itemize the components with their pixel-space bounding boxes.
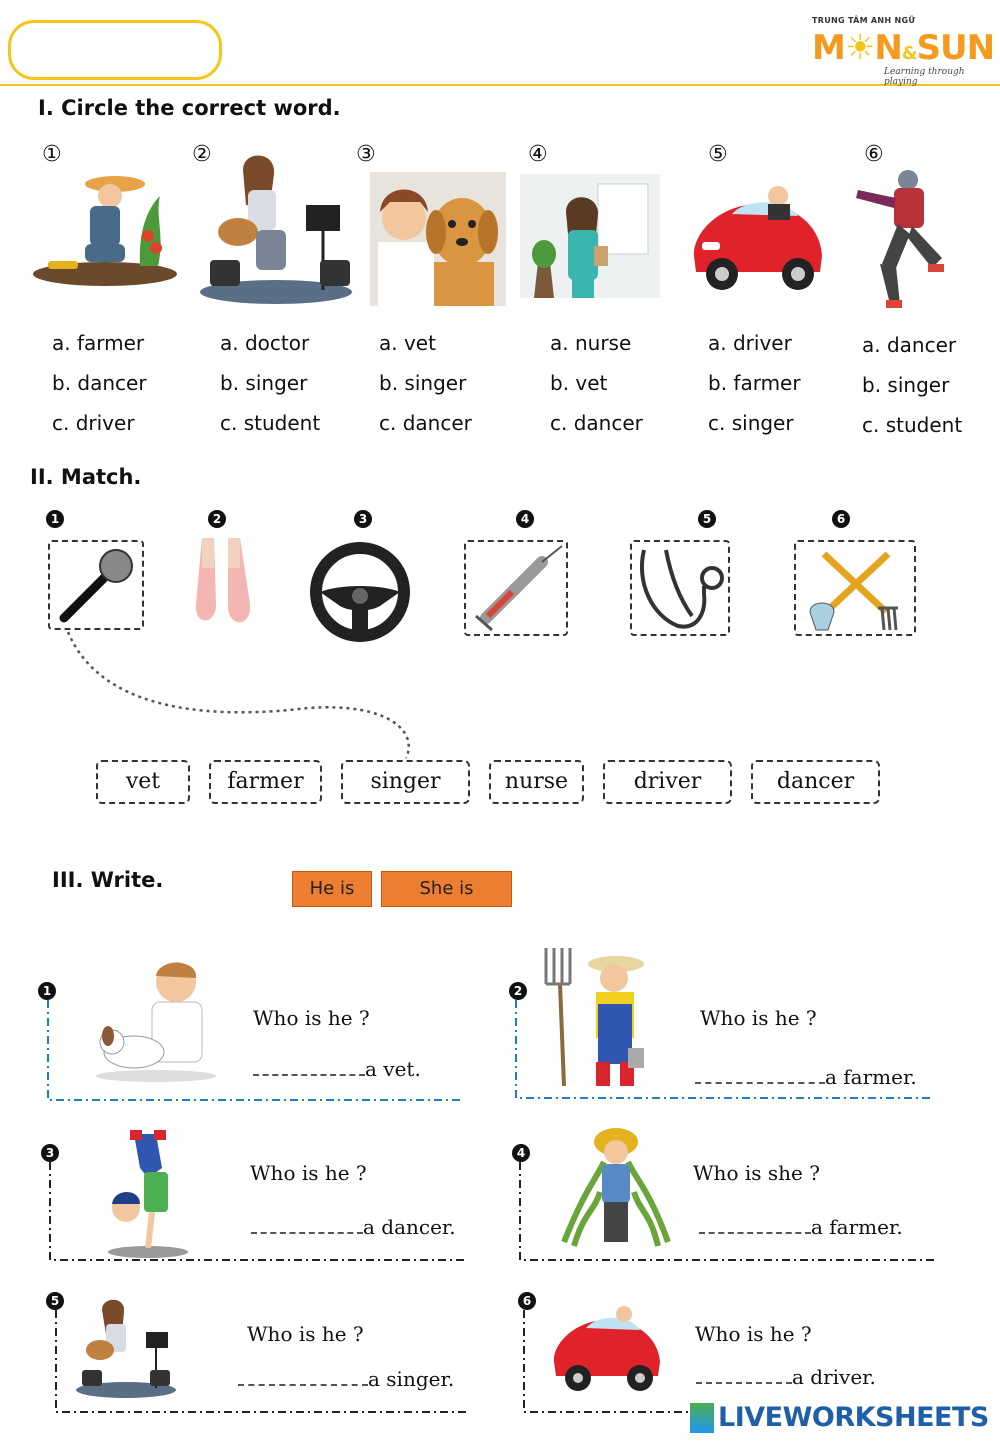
write-question: Who is he ?: [695, 1322, 812, 1346]
answer-blank[interactable]: [696, 1362, 792, 1384]
microphone-card[interactable]: [48, 540, 144, 630]
answer-blank[interactable]: [699, 1212, 811, 1234]
option[interactable]: b. singer: [862, 373, 950, 397]
options-item-2: [220, 323, 320, 443]
name-input-box[interactable]: [8, 20, 222, 80]
option[interactable]: c. student: [220, 411, 321, 435]
answer-blank[interactable]: [253, 1054, 365, 1076]
liveworksheets-watermark: [690, 1402, 989, 1442]
answer-suffix: a farmer.: [811, 1215, 903, 1239]
answer-suffix: a farmer.: [825, 1065, 917, 1089]
option[interactable]: b. singer: [220, 371, 308, 395]
write-answer-line: [695, 1062, 917, 1089]
stethoscope-card[interactable]: [630, 540, 730, 636]
option[interactable]: c. dancer: [550, 411, 643, 435]
syringe-icon: [466, 542, 566, 634]
match-word-dancer[interactable]: dancer: [751, 760, 880, 804]
write-question: Who is he ?: [700, 1006, 817, 1030]
options-item-4: [550, 323, 643, 443]
write-number: 2: [509, 982, 527, 1000]
answer-blank[interactable]: [251, 1212, 363, 1234]
dancer-picture: [852, 168, 952, 312]
answer-suffix: a driver.: [792, 1365, 876, 1389]
vet-with-dog-picture: [94, 956, 218, 1086]
garden-tools-card[interactable]: [794, 540, 916, 636]
write-question: Who is he ?: [247, 1322, 364, 1346]
match-word-driver[interactable]: driver: [603, 760, 732, 804]
option[interactable]: c. student: [862, 413, 963, 437]
match-number: 4: [516, 510, 534, 528]
write-answer-line: [699, 1212, 903, 1239]
option[interactable]: c. dancer: [379, 411, 472, 435]
car-driver-small-picture: [548, 1300, 664, 1396]
ballet-shoes-icon[interactable]: [188, 534, 264, 634]
write-answer-line: [253, 1054, 421, 1081]
write-number: 3: [41, 1144, 59, 1162]
section1-title: I. Circle the correct word.: [38, 96, 341, 120]
singer-small-picture: [74, 1296, 178, 1400]
options-item-6: [862, 325, 962, 445]
microphone-icon: [50, 542, 142, 628]
farmer-woman-picture: [554, 1122, 678, 1250]
match-word-vet[interactable]: vet: [96, 760, 190, 804]
write-number: 6: [518, 1292, 536, 1310]
match-word-nurse[interactable]: nurse: [489, 760, 584, 804]
write-question: Who is he ?: [253, 1006, 370, 1030]
breakdancer-picture: [104, 1128, 190, 1260]
section2-title: II. Match.: [30, 465, 142, 489]
option[interactable]: c. singer: [708, 411, 794, 435]
header-divider: [0, 84, 1000, 86]
answer-blank[interactable]: [695, 1062, 825, 1084]
answer-blank[interactable]: [238, 1364, 368, 1386]
option[interactable]: c. driver: [52, 411, 135, 435]
option[interactable]: a. nurse: [550, 331, 632, 355]
option[interactable]: a. farmer: [52, 331, 145, 355]
options-item-1: [52, 323, 147, 443]
write-answer-line: [238, 1364, 454, 1391]
item-number: ③: [356, 142, 376, 167]
she-is-button[interactable]: She is: [381, 871, 512, 907]
stethoscope-icon: [632, 542, 728, 634]
write-answer-line: [696, 1362, 876, 1389]
match-word-farmer[interactable]: farmer: [209, 760, 322, 804]
match-number: 5: [698, 510, 716, 528]
match-number: 2: [208, 510, 226, 528]
nurse-picture: [520, 174, 660, 298]
item-number: ⑥: [864, 142, 884, 167]
match-connector-line: [60, 628, 420, 768]
syringe-card[interactable]: [464, 540, 568, 636]
option[interactable]: b. singer: [379, 371, 467, 395]
option[interactable]: a. dancer: [862, 333, 957, 357]
write-number: 4: [512, 1144, 530, 1162]
option[interactable]: a. vet: [379, 331, 436, 355]
brand-tagline: Learning through playing: [884, 67, 965, 87]
watermark-text: LIVEWORKSHEETS: [718, 1402, 989, 1433]
vet-picture: [370, 172, 506, 306]
liveworksheets-logo-icon: [690, 1403, 714, 1433]
farmer-picture: [30, 166, 180, 291]
section3-title: III. Write.: [52, 868, 164, 892]
singer-picture: [198, 150, 356, 308]
option[interactable]: b. farmer: [708, 371, 801, 395]
write-question: Who is she ?: [693, 1161, 820, 1185]
farmer-man-picture: [540, 944, 646, 1090]
options-item-3: [379, 323, 472, 443]
answer-suffix: a vet.: [365, 1057, 421, 1081]
steering-wheel-icon[interactable]: [310, 542, 410, 642]
match-number: 3: [354, 510, 372, 528]
option[interactable]: a. doctor: [220, 331, 310, 355]
option[interactable]: b. dancer: [52, 371, 147, 395]
car-driver-picture: [686, 176, 828, 300]
option[interactable]: b. vet: [550, 371, 608, 395]
write-number: 1: [38, 982, 56, 1000]
item-number: ①: [42, 142, 62, 167]
write-number: 5: [46, 1292, 64, 1310]
brand-small-text: TRUNG TÂM ANH NGỮ: [812, 16, 916, 25]
item-number: ④: [528, 142, 548, 167]
options-item-5: [708, 323, 801, 443]
answer-suffix: a dancer.: [363, 1215, 456, 1239]
item-number: ②: [192, 142, 212, 167]
write-question: Who is he ?: [250, 1161, 367, 1185]
option[interactable]: a. driver: [708, 331, 792, 355]
brand-logo: M☀N&SUN: [812, 28, 995, 68]
write-answer-line: [251, 1212, 456, 1239]
match-number: 1: [46, 510, 64, 528]
answer-suffix: a singer.: [368, 1367, 455, 1391]
match-word-singer[interactable]: singer: [341, 760, 470, 804]
match-number: 6: [832, 510, 850, 528]
garden-tools-icon: [796, 542, 914, 634]
he-is-button[interactable]: He is: [292, 871, 372, 907]
item-number: ⑤: [708, 142, 728, 167]
